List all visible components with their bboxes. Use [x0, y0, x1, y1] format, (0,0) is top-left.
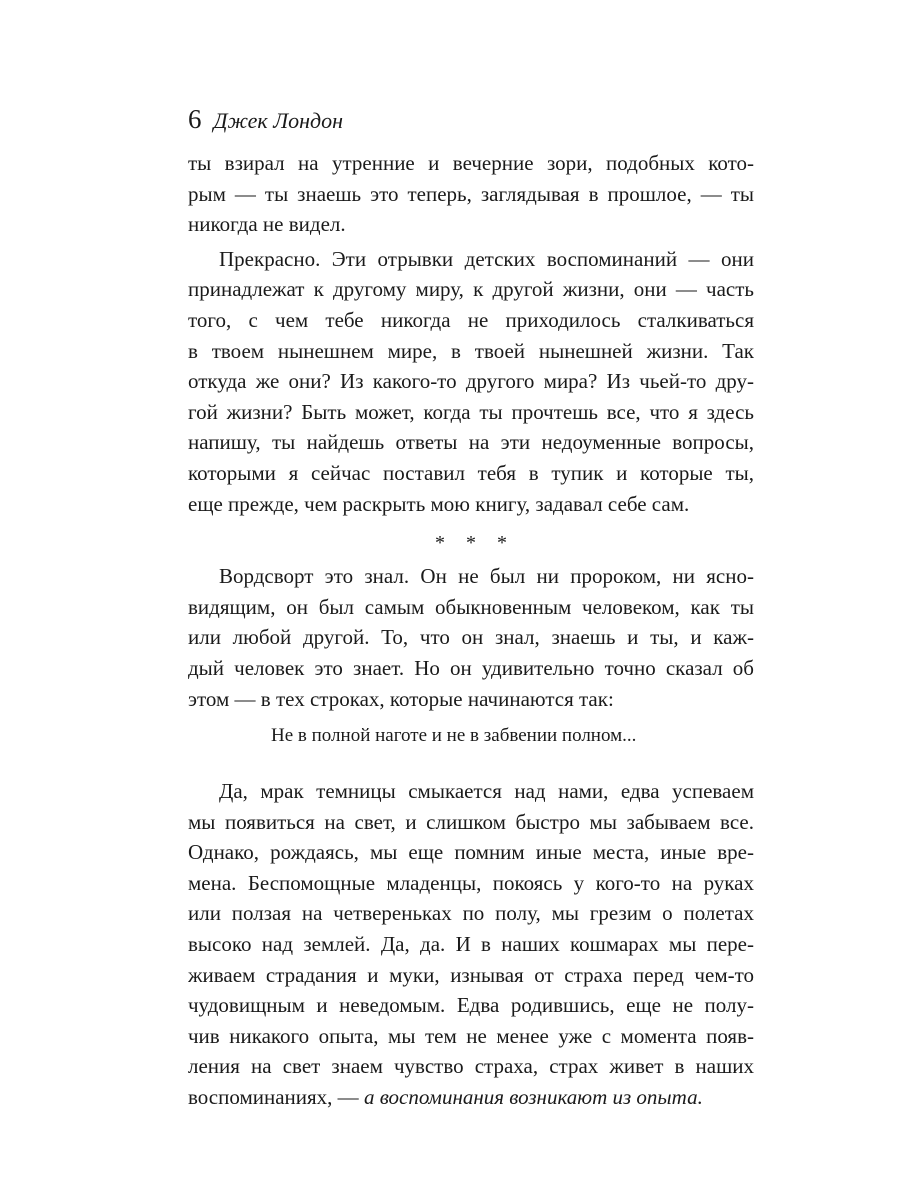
- text-line: того, с чем тебе никогда не приходилось сталкиваться: [188, 307, 754, 332]
- text-line: в твоем нынешнем мире, в твоей нынешней жизни. Так: [188, 338, 754, 363]
- running-head-author: Джек Лондон: [213, 108, 344, 133]
- paragraph: [188, 244, 754, 519]
- text-line: гой жизни? Быть может, когда ты прочтешь все, что я здесь: [188, 399, 754, 424]
- text-line: принадлежат к другому миру, к другой жизни, они — часть: [188, 277, 754, 302]
- text-line: или ползая на четвереньках по полу, мы грезим о полетах: [188, 901, 754, 926]
- text-run: воспоминаниях, —: [188, 1085, 364, 1110]
- italic-emphasis: а воспоминания возникают из опыта.: [363, 1085, 703, 1110]
- text-line: или любой другой. То, что он знал, знаешь и ты, и каж-: [188, 625, 754, 650]
- text-line: рым — ты знаешь это теперь, заглядывая в прошлое, — ты: [188, 181, 754, 206]
- text-line: ты взирал на утренние и вечерние зори, подобных кото-: [188, 151, 754, 175]
- page-header: [188, 104, 343, 140]
- text-line: чив никакого опыта, мы тем не менее уже с момента появ-: [188, 1023, 754, 1048]
- text-line: мена. Беспомощные младенцы, покоясь у кого-то на руках: [188, 870, 754, 895]
- body-text: [188, 148, 754, 1113]
- text-line: чудовищным и неведомым. Едва родившись, еще не полу-: [188, 993, 754, 1018]
- text-line: Однако, рождаясь, мы еще помним иные места, иные вре-: [188, 840, 754, 865]
- text-line: никогда не видел.: [188, 212, 346, 237]
- text-line: этом — в тех строках, которые начинаются так:: [188, 686, 614, 711]
- paragraph: [188, 776, 754, 1113]
- text-line: Да, мрак темницы смыкается над нами, едва успеваем: [219, 779, 754, 804]
- text-line: еще прежде, чем раскрыть мою книгу, задавал себе сам.: [188, 491, 690, 516]
- paragraph: [188, 561, 754, 714]
- text-line: Вордсворт это знал. Он не был ни пророком, ни ясно-: [219, 564, 754, 589]
- text-line: мы появиться на свет, и слишком быстро мы забываем все.: [188, 809, 754, 834]
- text-line: которыми я сейчас поставил тебя в тупик и которые ты,: [188, 460, 754, 485]
- verse-quote: Не в полной наготе и не в забвении полном...: [271, 725, 637, 747]
- text-line: видящим, он был самым обыкновенным человеком, как ты: [188, 594, 754, 619]
- text-line: откуда же они? Из какого-то другого мира? Из чьей-то дру-: [188, 369, 754, 394]
- text-line: высоко над землей. Да, да. И в наших кошмарах мы пере-: [188, 932, 754, 957]
- text-line-final: [188, 1082, 754, 1113]
- page-number: 6: [188, 104, 202, 134]
- paragraph: [188, 148, 754, 240]
- section-separator: * * *: [435, 532, 515, 555]
- text-line: напишу, ты найдешь ответы на эти недоуменные вопросы,: [188, 430, 754, 455]
- text-line: ления на свет знаем чувство страха, страх живет в наших: [188, 1054, 754, 1079]
- text-line: живаем страдания и муки, изнывая от страха перед чем-то: [188, 962, 754, 987]
- text-line: дый человек это знает. Но он удивительно точно сказал об: [188, 655, 754, 680]
- text-line: Прекрасно. Эти отрывки детских воспоминаний — они: [219, 246, 754, 271]
